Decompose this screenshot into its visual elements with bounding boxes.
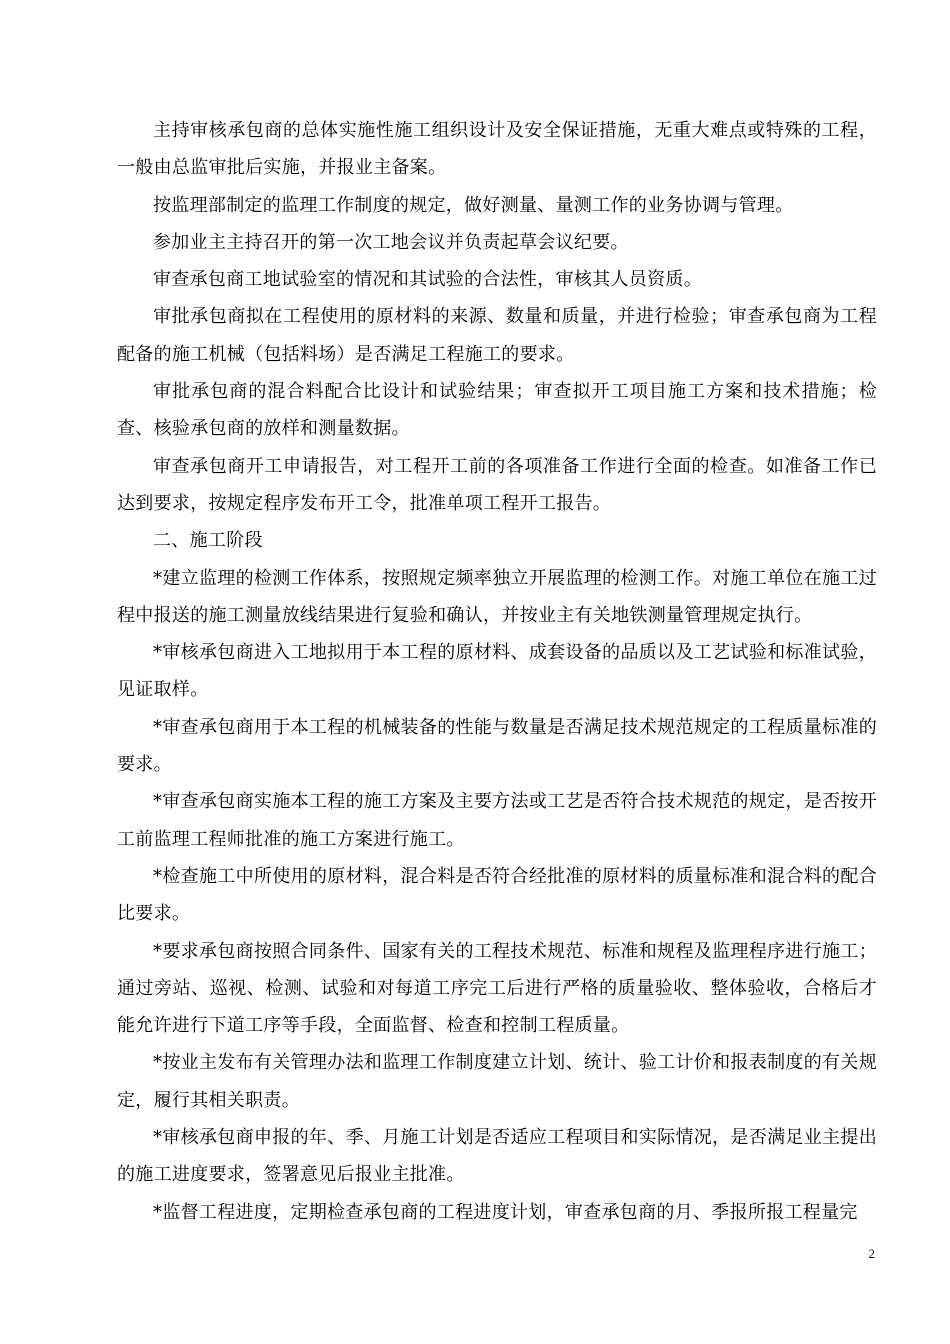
page-number: 2: [868, 1246, 875, 1261]
paragraph-12: *审查承包商实施本工程的施工方案及主要方法或工艺是否符合技术规范的规定，是否按开工前监理工程师批准的施工方案进行施工。: [117, 791, 877, 850]
paragraph-15: *按业主发布有关管理办法和监理工作制度建立计划、统计、验工计价和报表制度的有关规定，履行其相关职责。: [117, 1052, 877, 1111]
paragraph-17: *监督工程进度，定期检查承包商的工程进度计划，审查承包商的月、季报所报工程量完: [153, 1201, 858, 1223]
paragraph-1: 主持审核承包商的总体实施性施工组织设计及安全保证措施，无重大难点或特殊的工程，一般由总监审批后实施，并报业主备案。: [117, 120, 877, 179]
document-body: [117, 112, 877, 1231]
paragraph-14: *要求承包商按照合同条件、国家有关的工程技术规范、标准和规程及监理程序进行施工；通过旁站、巡视、检测、试验和对每道工序完工后进行严格的质量验收、整体验收，合格后才能允许进行下道工序等手段，全面监督、检查和控制工程质量。: [117, 940, 877, 1037]
paragraph-4: 审查承包商工地试验室的情况和其试验的合法性，审核其人员资质。: [153, 269, 702, 291]
section-heading: 二、施工阶段: [153, 530, 263, 552]
paragraph-16: *审核承包商申报的年、季、月施工计划是否适应工程项目和实际情况，是否满足业主提出的施工进度要求，签署意见后报业主批准。: [117, 1127, 877, 1186]
paragraph-5: 审批承包商拟在工程使用的原材料的来源、数量和质量，并进行检验；审查承包商为工程配备的施工机械（包括料场）是否满足工程施工的要求。: [117, 306, 877, 365]
paragraph-2: 按监理部制定的监理工作制度的规定，做好测量、量测工作的业务协调与管理。: [153, 194, 794, 216]
paragraph-7: 审查承包商开工申请报告，对工程开工前的各项准备工作进行全面的检查。如准备工作已达到要求，按规定程序发布开工令，批准单项工程开工报告。: [117, 455, 877, 514]
paragraph-9: *建立监理的检测工作体系，按照规定频率独立开展监理的检测工作。对施工单位在施工过程中报送的施工测量放线结果进行复验和确认，并按业主有关地铁测量管理规定执行。: [117, 567, 877, 626]
paragraph-6: 审批承包商的混合料配合比设计和试验结果；审查拟开工项目施工方案和技术措施；检查、核验承包商的放样和测量数据。: [117, 381, 877, 440]
paragraph-3: 参加业主主持召开的第一次工地会议并负责起草会议纪要。: [153, 231, 629, 253]
paragraph-13: *检查施工中所使用的原材料，混合料是否符合经批准的原材料的质量标准和混合料的配合比要求。: [117, 865, 877, 925]
paragraph-11: *审查承包商用于本工程的机械装备的性能与数量是否满足技术规范规定的工程质量标准的要求。: [117, 716, 877, 776]
paragraph-10: *审核承包商进入工地拟用于本工程的原材料、成套设备的品质以及工艺试验和标准试验，见证取样。: [117, 642, 877, 701]
